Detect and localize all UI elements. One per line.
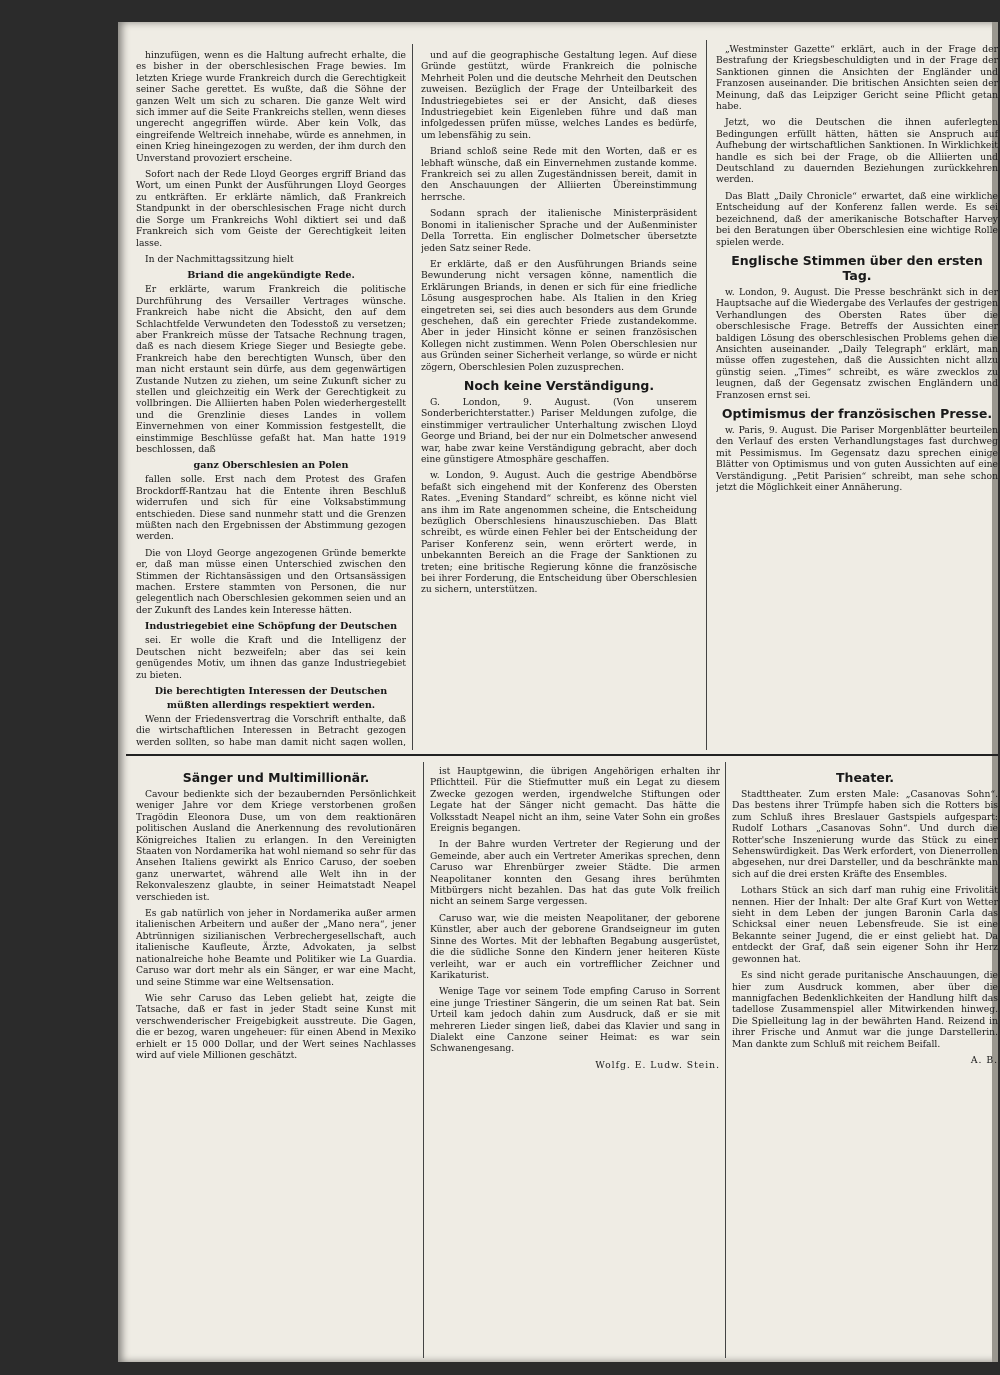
author-signature: A. B. — [970, 1054, 998, 1066]
theater-column — [732, 766, 998, 1356]
paragraph: Briand schloß seine Rede mit den Worten, daß er es lebhaft wünsche, daß ein Einvernehmen zustande komme. Frankreich sei zu allen Zugeständnissen bereit, damit in den Anschauungen der Alliierten Übereinstimmung herrsche. — [421, 146, 697, 203]
paragraph: Die von Lloyd George angezogenen Gründe bemerkte er, daß man müsse einen Unterschied zwischen den Stimmen der Richtansässigen und den Ortsansässigen machen. Erstere stammten von Personen, die nur gelegentlich nach Oberschlesien gekommen seien und an der Zukunft des Landes kein Interesse hätten. — [136, 547, 406, 616]
author-signature: Wolfg. E. Ludw. Stein. — [595, 1059, 720, 1071]
paragraph: ist Hauptgewinn, die übrigen Angehörigen erhalten ihr Pflichtteil. Für die Stiefmutter muß ein Legat zu diesem Zwecke gezogen werden, irgendwelche Stiftungen oder Legate hat der Sänger nicht gemacht. Das hätte die Volksstadt Neapel nicht an ihm, seine Vater Sohn ein großes Ereignis begangen. — [430, 766, 720, 835]
section-heading: Optimismus der französischen Presse. — [721, 405, 993, 421]
paragraph: Er erklärte, warum Frankreich die politische Durchführung des Versailler Vertrages wünsche. Frankreich habe nicht die Absicht, den auf dem Schlachtfelde Verwundeten den Todesstoß zu versetzen; aber Frankreich müsse der Tatsache Rechnung tragen, daß es nach diesem Kriege Sieger und Besiegte gebe. Frankreich habe den berechtigten Wunsch, über den man nicht erstaunt sein dürfe, aus dem gegenwärtigen Zustande Nutzen zu ziehen, um seine Zukunft sicher zu stellen und gleichzeitig ein Werk der Gerechtigkeit zu vollbringen. Die Alliierten haben Polen wiederhergestellt und die Grenzlinie dieses Landes in vollem Einvernehmen von einer Kommission festgestellt, die einstimmige Beschlüsse gefaßt hat. Man hatte 1919 beschlossen, daß — [136, 284, 406, 455]
column-divider — [423, 762, 424, 1358]
paragraph: Caruso war, wie die meisten Neapolitaner, der geborene Künstler, aber auch der geborene Grandseigneur im guten Sinne des Wortes. Mit der lebhaften Begabung ausgerüstet, die die südliche Sonne den Kindern jener heiteren Küste verleiht, war er auch ein vortrefflicher Zeichner und Karikaturist. — [430, 912, 720, 981]
paragraph: Jetzt, wo die Deutschen die ihnen auferlegten Bedingungen erfüllt hätten, hätten sie Anspruch auf Aufhebung der wirtschaftlichen Sanktionen. In Wirklichkeit handle es sich bei der Frage, ob die Alliierten und Deutschland zu dauernden Beziehungen zurückkehren werden. — [716, 117, 998, 186]
newspaper-page — [118, 22, 998, 1362]
column-middle — [421, 50, 697, 746]
column-divider — [706, 40, 707, 750]
paragraph: Es sind nicht gerade puritanische Anschauungen, die hier zum Ausdruck kommen, aber über die mannigfachen Bedenklichkeiten der Handlung hilft das tadellose Zusammenspiel aller Mitwirkenden hinweg. Die Spielleitung lag in der bewährten Hand. Reizend in ihrer Frische und Anmut war die junge Darstellerin. Man dankte zum Schluß mit reichem Beifall. — [732, 970, 998, 1050]
paragraph: Sofort nach der Rede Lloyd Georges ergriff Briand das Wort, um einen Punkt der Ausführungen Lloyd Georges zu entkräften. Er erklärte nämlich, daß Frankreich Standpunkt in der oberschlesischen Frage nicht durch die Sorge um Frankreichs Wohl diktiert sei und daß Frankreich sich vom Geiste der Gerechtigkeit leiten lasse. — [136, 169, 406, 249]
paragraph: Wenn der Friedensvertrag die Vorschrift enthalte, daß die wirtschaftlichen Interessen in Betracht gezogen werden sollten, so habe man damit nicht sagen wollen, — [136, 713, 406, 746]
paragraph: Sodann sprach der italienische Ministerpräsident Bonomi in italienischer Sprache und der Außenminister Della Torretta. Ein englischer Dolmetscher übersetzte jeden Satz seiner Rede. — [421, 208, 697, 254]
paragraph: und auf die geographische Gestaltung legen. Auf diese Gründe gestützt, würde Frankreich die polnische Mehrheit Polen und die deutsche Mehrheit den Deutschen zuweisen. Bezüglich der Frage der Unteilbarkeit des Industriegebietes sei er der Ansicht, daß dieses Industriegebiet kein Eigenleben führe und daß man infolgedessen prüfen müsse, welches Landes es bedürfe, um lebensfähig zu sein. — [421, 50, 697, 141]
paragraph: In der Nachmittagssitzung hielt — [145, 253, 294, 265]
subheading: Industriegebiet eine Schöpfung der Deutschen — [144, 621, 398, 633]
paragraph: Stadttheater. Zum ersten Male: „Casanovas Sohn“. Das bestens ihrer Trümpfe haben sich die Rotters bis zum Schluß ihres Breslauer Gastspiels aufgespart: Rudolf Lothars „Casanovas Sohn“. Und durch die Rotter'sche Inszenierung wurde das Stück zu einer Sehenswürdigkeit. Das Werk erfordert, von Dienerrollen abgesehen, nur drei Darsteller, und da beschränkte man sich auf die drei ersten Kräfte des Ensembles. — [732, 789, 998, 880]
paragraph: w. London, 9. August. Auch die gestrige Abendbörse befaßt sich eingehend mit der Konferenz des Obersten Rates. „Evening Standard“ schreibt, es könne nicht viel ans ihm im Rate angenommen scheine, die Entscheidung bezüglich Oberschlesiens hinauszuschieben. Das Blatt schreibt, es würde einen Fehler bei der Entscheidung der Pariser Konferenz sein, wenn erörtert werde, in unbekannten Bereich an die Frage der Sanktionen zu treten; eine britische Regierung könne die französische bei ihrer Forderung, die Entscheidung über Oberschlesien zu sichern, unterstützen. — [421, 470, 697, 596]
paragraph: Wenige Tage vor seinem Tode empfing Caruso in Sorrent eine junge Triestiner Sängerin, die um seinen Rat bat. Sein Urteil kam jedoch dahin zum Ausdruck, daß er sie mit mehreren Lieder singen ließ, dabei das Klavier und sang in Dialekt eine Canzone seiner Heimat: es war sein Schwanengesang. — [430, 986, 720, 1055]
section-heading: Englische Stimmen über den ersten Tag. — [731, 252, 983, 283]
paragraph: Er erklärte, daß er den Ausführungen Briands seine Bewunderung nicht versagen könne, namentlich die Erklärungen Briands, in denen er sich für eine friedliche Lösung ausgesprochen habe. Als Italien in den Krieg eingetreten sei, sei dies auch besonders aus dem Grunde geschehen, daß ein gerechter Friede zustandekomme. Aber in jeder Hinsicht könne er seinen französischen Kollegen nicht zustimmen. Wenn Polen Oberschlesien nur aus Gründen seiner Sicherheit verlange, so würde er nicht zögern, Oberschlesien Polen zuzusprechen. — [421, 258, 697, 373]
paragraph: Wie sehr Caruso das Leben geliebt hat, zeigte die Tatsache, daß er fast in jeder Stadt seine Kunst mit verschwenderischer Freigebigkeit ausstreute. Die Gagen, die er bezog, waren ungeheuer: für einen Abend in Mexiko erhielt er 15 000 Dollar, und der Wert seines Nachlasses wird auf viele Millionen geschätzt. — [136, 992, 416, 1061]
article-title: Sänger und Multimillionär. — [182, 770, 370, 785]
paragraph: Das Blatt „Daily Chronicle“ erwartet, daß eine wirkliche Entscheidung auf der Konferenz fallen werde. Es sei bezeichnend, daß der amerikanische Botschafter Harvey bei den Beratungen über Oberschlesien eine wichtige Rolle spielen werde. — [716, 190, 998, 248]
subheading: Briand die angekündigte Rede. — [187, 270, 355, 282]
article-title: Theater. — [836, 770, 894, 785]
feuilleton-column-1 — [136, 766, 416, 1356]
paragraph: w. London, 9. August. Die Presse beschränkt sich in der Hauptsache auf die Wiedergabe des Verlaufes der gestrigen Verhandlungen des Obersten Rates über die oberschlesische Frage. Betreffs der Aussichten einer baldigen Lösung des oberschlesischen Problems gehen die Ansichten auseinander. „Daily Telegraph“ erklärt, man müsse offen zugestehen, daß die Aussichten nicht allzu günstig seien. „Times“ schreibt, es wäre zwecklos zu leugnen, daß der Gegensatz zwischen Engländern und Franzosen ernst sei. — [716, 286, 998, 401]
paragraph: w. Paris, 9. August. Die Pariser Morgenblätter beurteilen den Verlauf des ersten Verhandlungstages fast durchweg mit Pessimismus. Im Gegensatz dazu sprechen einige Blätter von Optimismus und von guten Aussichten auf eine Verständigung. „Petit Parisien“ schreibt, man sehe schon jetzt die Möglichkeit einer Annäherung. — [716, 424, 998, 493]
paragraph: hinzufügen, wenn es die Haltung aufrecht erhalte, die es bisher in der oberschlesischen Frage bewies. Im letzten Kriege wurde Frankreich durch die Gerechtigkeit seiner Sache gerettet. Es wußte, daß die Söhne der ganzen Welt um sich zu scharen. Die ganze Welt wird sich immer auf die Seite Frankreichs stellen, wenn dieses ungerecht angegriffen würde. Aber kein Volk, das eingreifende Weltreich innehabe, würde es annehmen, in einen Krieg hineingezogen zu werden, der ihm durch den Unverstand provoziert erscheine. — [136, 50, 406, 164]
paragraph: Es gab natürlich von jeher in Nordamerika außer armen italienischen Arbeitern und außer der „Mano nera“, jener Abtrünnigen sizilianischen Verbrechergesellschaft, auch italienische Kaufleute, Ärzte, Advokaten, ja selbst nationalreiche hohe Beamte und Politiker wie La Guardia. Caruso war dort mehr als ein Sänger, er war eine Macht, und seine Stimme war eine Weltsensation. — [136, 908, 416, 988]
paragraph: „Westminster Gazette“ erklärt, auch in der Frage der Bestrafung der Kriegsbeschuldigten und in der Frage der Sanktionen ginnen die Ansichten der Engländer und Franzosen auseinander. Die britischen Ansichten seien der Meinung, daß das Leipziger Gericht seine Pflicht getan habe. — [716, 44, 998, 113]
feuilleton-rule — [126, 754, 998, 756]
subheading: ganz Oberschlesien an Polen — [193, 460, 349, 472]
paragraph: fallen solle. Erst nach dem Protest des Grafen Brockdorff-Rantzau hat die Entente ihren Beschluß widerrufen und sich für eine Volksabstimmung entschieden. Diese sand nunmehr statt und die Grenzen müßten nach den Ergebnissen der Abstimmung gezogen werden. — [136, 474, 406, 543]
subheading: Die berechtigten Interessen der Deutschen — [154, 685, 388, 697]
paragraph: In der Bahre wurden Vertreter der Regierung und der Gemeinde, aber auch ein Vertreter Amerikas sprechen, denn Caruso war Ehrenbürger zweier Städte. Die armen Neapolitaner konnten den Gesang ihres berühmten Mitbürgers nicht bezahlen. Das hat das gute Volk freilich nicht an seinem Sarge vergessen. — [430, 839, 720, 908]
column-right — [716, 44, 998, 746]
subheading: müßten allerdings respektiert werden. — [166, 699, 376, 711]
column-left — [136, 50, 406, 746]
paragraph: sei. Er wolle die Kraft und die Intelligenz der Deutschen nicht bezweifeln; aber das sei kein genügendes Motiv, um ihnen das ganze Industriegebiet zu bieten. — [136, 635, 406, 681]
column-divider — [412, 44, 413, 750]
paragraph: G. London, 9. August. (Von unserem Sonderberichterstatter.) Pariser Meldungen zufolge, die einstimmiger vertraulicher Unterhaltung zwischen Lloyd George und Briand, bei der nur ein Dolmetscher anwesend war, habe zwar keine Verständigung gebracht, aber doch eine günstigere Atmosphäre geschaffen. — [421, 396, 697, 465]
column-divider — [725, 762, 726, 1358]
paragraph: Cavour bedienkte sich der bezaubernden Persönlichkeit weniger Jahre vor dem Kriege verstorbenen großen Tragödin Eleonora Duse, um von dem reaktionären politischen Ausland die Anerkennung des revolutionären Königreiches Italien zu erlangen. In den Vereinigten Staaten von Nordamerika hat wohl niemand so sehr für das Ansehen Italiens gewirkt als Enrico Caruso, der soeben ganz unerwartet, während alle Welt ihn in der Rekonvaleszenz glaubte, in seiner Heimatstadt Neapel verschieden ist. — [136, 789, 416, 903]
feuilleton-column-2 — [430, 766, 720, 1356]
paragraph: Lothars Stück an sich darf man ruhig eine Frivolität nennen. Hier der Inhalt: Der alte Graf Kurt von Wetter sieht in dem Leben der jungen Baronin Carla das Schicksal einer neuen Lebensfreude. Sie ist eine Bekannte seiner Jugend, die er einst geliebt hat. Da entdeckt der Graf, daß sein eigener Sohn ihr Herz gewonnen hat. — [732, 885, 998, 965]
section-heading: Noch keine Verständigung. — [463, 377, 655, 393]
